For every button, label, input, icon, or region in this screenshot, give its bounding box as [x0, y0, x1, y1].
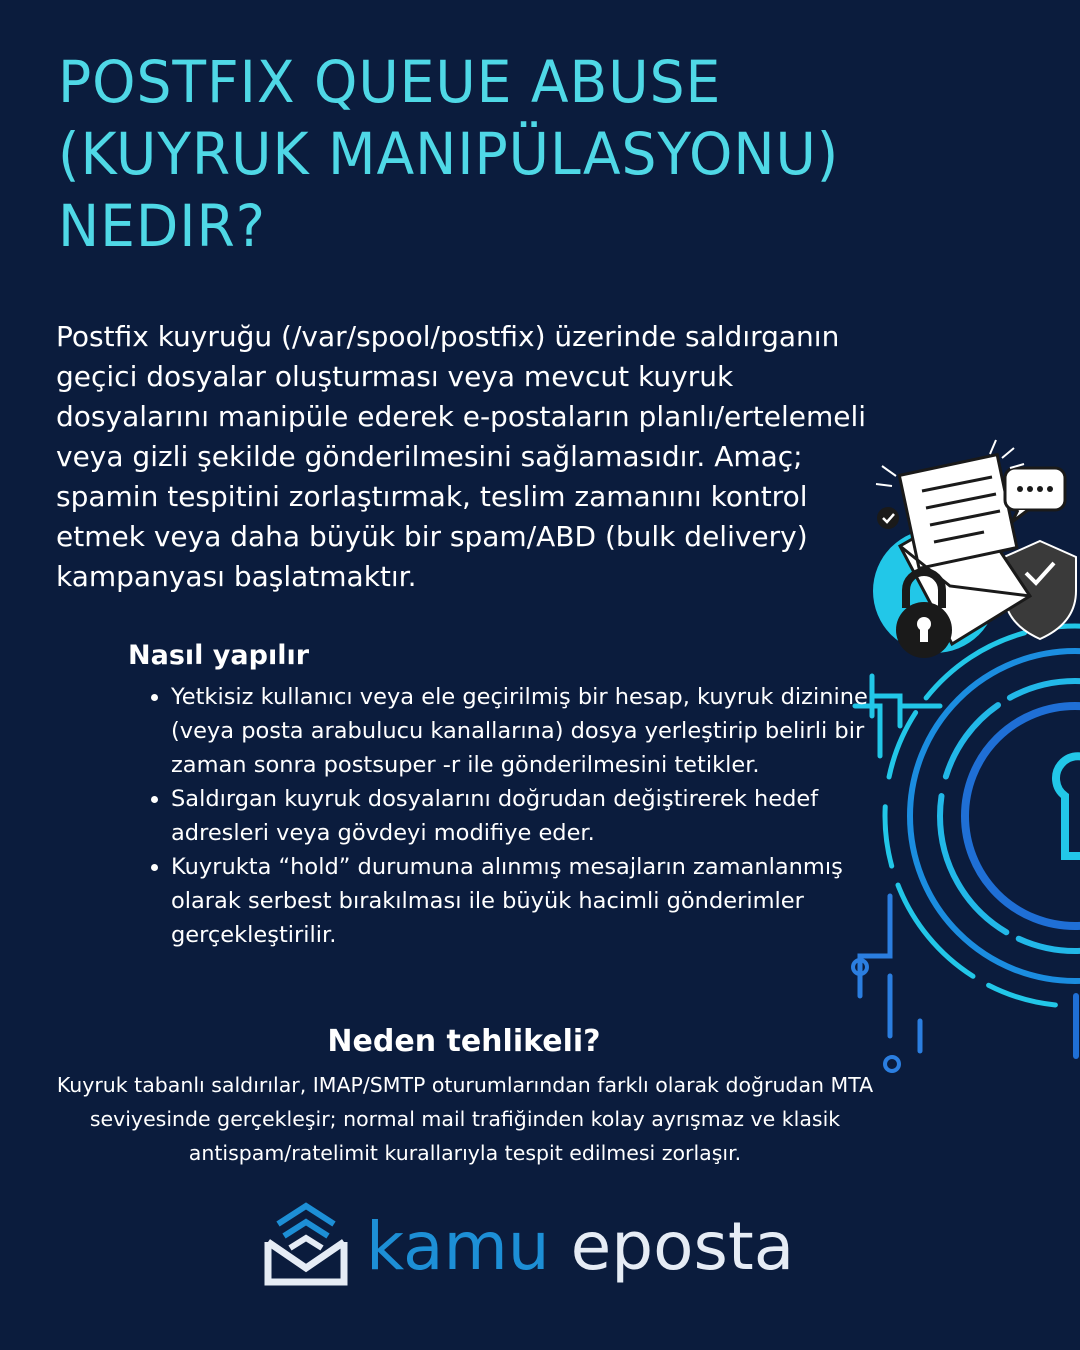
logo-word-eposta: eposta: [570, 1208, 795, 1285]
list-item: • Kuyrukta “hold” durumuna alınmış mesajların zamanlanmış olarak serbest bırakılması ile büyük hacimli gönderimler gerçekleştirilir.: [171, 850, 871, 952]
security-illustration: [840, 436, 1080, 1076]
intro-paragraph: Postfix kuyruğu (/var/spool/postfix) üzerinde saldırganın geçici dosyalar oluşturması veya mevcut kuyruk dosyalarını manipüle ederek e-postaların planlı/ertelemeli veya gizli şekilde gönderilmesini sağlamasıdır. Amaç; spamin tespitini zorlaştırmak, teslim zamanını kontrol etmek veya daha büyük bir spam/ABD (bulk delivery) kampanyası başlatmaktır.: [56, 320, 867, 593]
title-line: (KUYRUK MANIPÜLASYONU): [58, 120, 840, 188]
chat-bubble-icon: [1005, 468, 1065, 522]
page-title: [58, 46, 913, 262]
circuit-keyhole-icon: [853, 626, 1080, 1071]
why-paragraph: Kuyruk tabanlı saldırılar, IMAP/SMTP oturumlarından farklı olarak doğrudan MTA seviyesinde gerçekleşir; normal mail trafiğinden kolay ayrışmaz ve klasik antispam/ratelimit kurallarıyla tespit edilmesi zorlaşır.: [56, 1073, 874, 1165]
list-item: • Saldırgan kuyruk dosyalarını doğrudan değiştirerek hedef adresleri veya gövdeyi modifiye eder.: [171, 782, 871, 850]
list-item: • Yetkisiz kullanıcı veya ele geçirilmiş bir hesap, kuyruk dizinine (veya posta arabulucu kanallarına) dosya yerleştirip belirli bir zaman sonra postsuper -r ile gönderilmesini tetikler.: [171, 680, 871, 782]
title-line: POSTFIX QUEUE ABUSE: [58, 48, 722, 116]
how-heading: Nasıl yapılır: [128, 640, 310, 671]
why-heading: Neden tehlikeli?: [327, 1024, 601, 1059]
logo-word-kamu: kamu: [366, 1208, 550, 1285]
logo-envelope-icon: [258, 1202, 350, 1288]
title-line: NEDIR?: [58, 192, 266, 260]
brand-logo: [258, 1198, 818, 1308]
logo-wordmark: [366, 1202, 794, 1292]
how-list: [143, 680, 871, 952]
